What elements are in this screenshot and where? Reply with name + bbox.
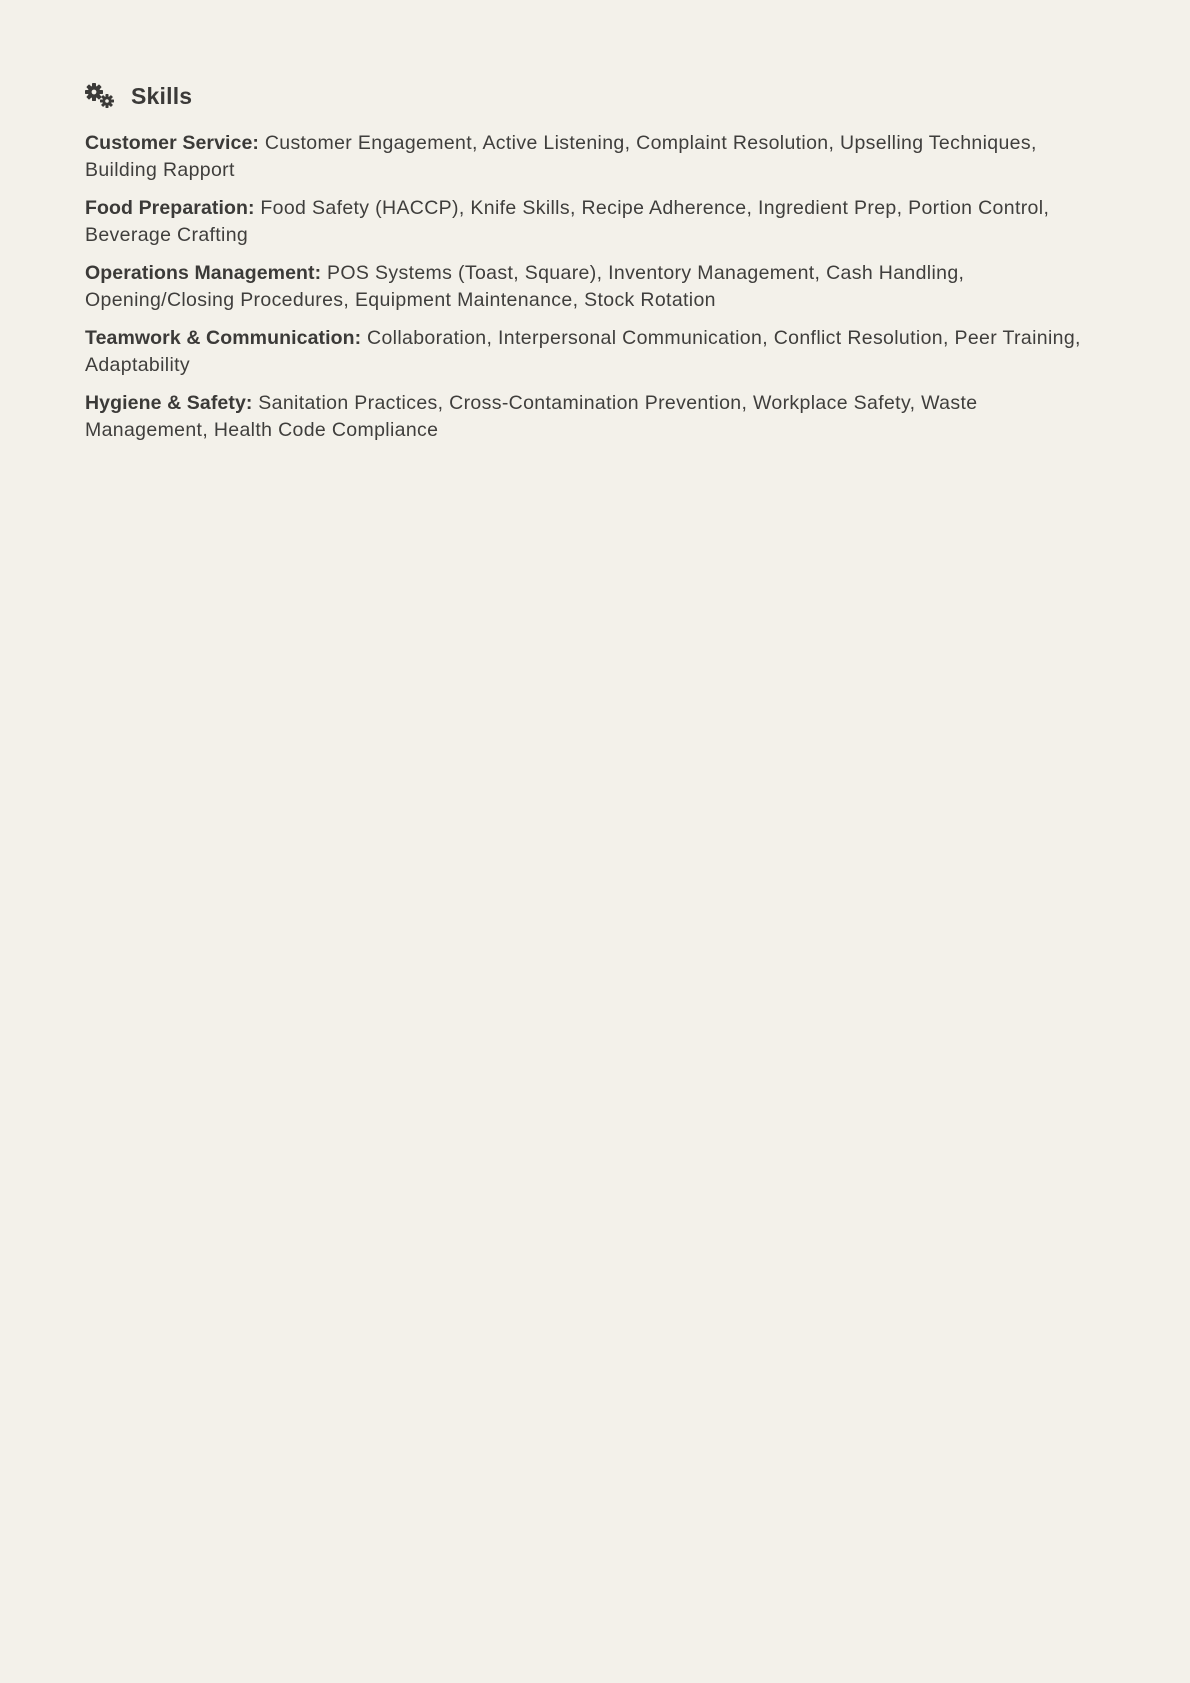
- skill-category: Customer Service:: [85, 132, 260, 154]
- section-title: Skills: [131, 82, 193, 109]
- skill-items: POS Systems (Toast, Square), Inventory Management, Cash Handling, Opening/Closing Procedures, Equipment Maintenance, Stock Rotation: [85, 262, 965, 311]
- skill-category: Food Preparation:: [85, 197, 255, 219]
- skill-items: Collaboration, Interpersonal Communication, Conflict Resolution, Peer Training, Adaptability: [85, 327, 1081, 376]
- skill-row-teamwork-communication: [85, 325, 1105, 379]
- skill-category: Operations Management:: [85, 262, 322, 284]
- skill-row-operations-management: [85, 260, 1105, 314]
- skill-category: Teamwork & Communication:: [85, 327, 362, 349]
- skill-items: Customer Engagement, Active Listening, Complaint Resolution, Upselling Techniques, Building Rapport: [85, 132, 1037, 181]
- gears-icon: [85, 83, 115, 109]
- skill-category: Hygiene & Safety:: [85, 392, 253, 414]
- skills-list: [85, 130, 1105, 444]
- skill-row-food-preparation: [85, 195, 1105, 249]
- skill-items: Food Safety (HACCP), Knife Skills, Recipe Adherence, Ingredient Prep, Portion Control, Beverage Crafting: [85, 197, 1050, 246]
- skill-row-hygiene-safety: [85, 390, 1105, 444]
- skill-items: Sanitation Practices, Cross-Contamination Prevention, Workplace Safety, Waste Management, Health Code Compliance: [85, 392, 978, 441]
- skill-row-customer-service: [85, 130, 1105, 184]
- skills-section-header: [85, 80, 1105, 112]
